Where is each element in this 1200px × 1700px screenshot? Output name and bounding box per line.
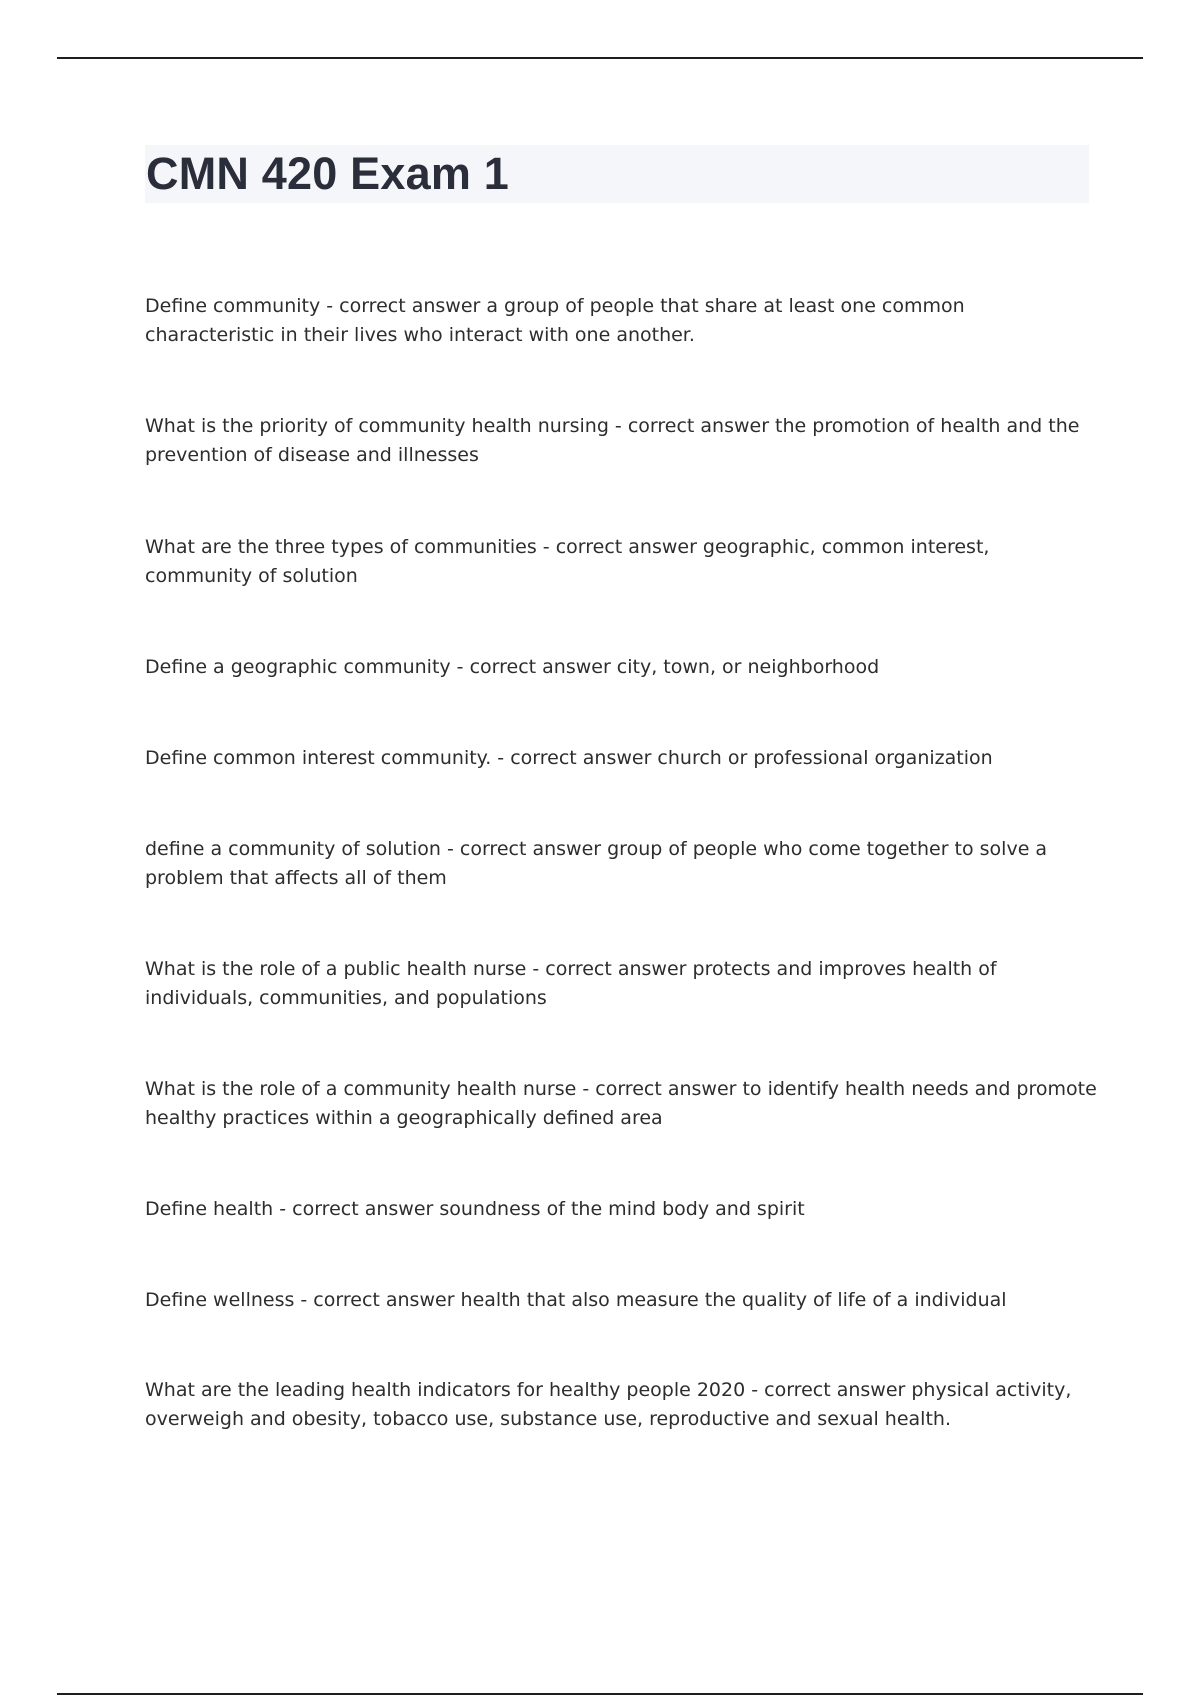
qa-item-three-types-communities: What are the three types of communities - correct answer geographic, common interest, community of solution <box>145 536 990 587</box>
qa-item-community-health-nurse-role: What is the role of a community health nurse - correct answer to identify health needs and promote healthy practices within a geographically defined area <box>145 1078 1097 1129</box>
qa-item-geographic-community: Define a geographic community - correct answer city, town, or neighborhood <box>145 656 880 678</box>
qa-item-define-community: Define community - correct answer a group of people that share at least one common characteristic in their lives who interact with one another. <box>145 295 965 346</box>
page-title: CMN 420 Exam 1 <box>146 148 509 199</box>
qa-item-leading-health-indicators: What are the leading health indicators for healthy people 2020 - correct answer physical activity, overweigh and obesity, tobacco use, substance use, reproductive and sexual health. <box>145 1379 1072 1430</box>
bottom-rule <box>57 1693 1143 1695</box>
qa-item-community-of-solution: define a community of solution - correct answer group of people who come together to solve a problem that affects all of them <box>145 838 1048 889</box>
qa-item-priority-community-health-nursing: What is the priority of community health nursing - correct answer the promotion of health and the prevention of disease and illnesses <box>145 415 1080 466</box>
top-rule <box>57 57 1143 59</box>
qa-item-define-health: Define health - correct answer soundness of the mind body and spirit <box>145 1198 805 1220</box>
qa-item-define-wellness: Define wellness - correct answer health that also measure the quality of life of a individual <box>145 1289 1007 1311</box>
qa-item-common-interest-community: Define common interest community. - correct answer church or professional organization <box>145 747 993 769</box>
qa-item-public-health-nurse-role: What is the role of a public health nurse - correct answer protects and improves health of individuals, communities, and populations <box>145 958 997 1009</box>
